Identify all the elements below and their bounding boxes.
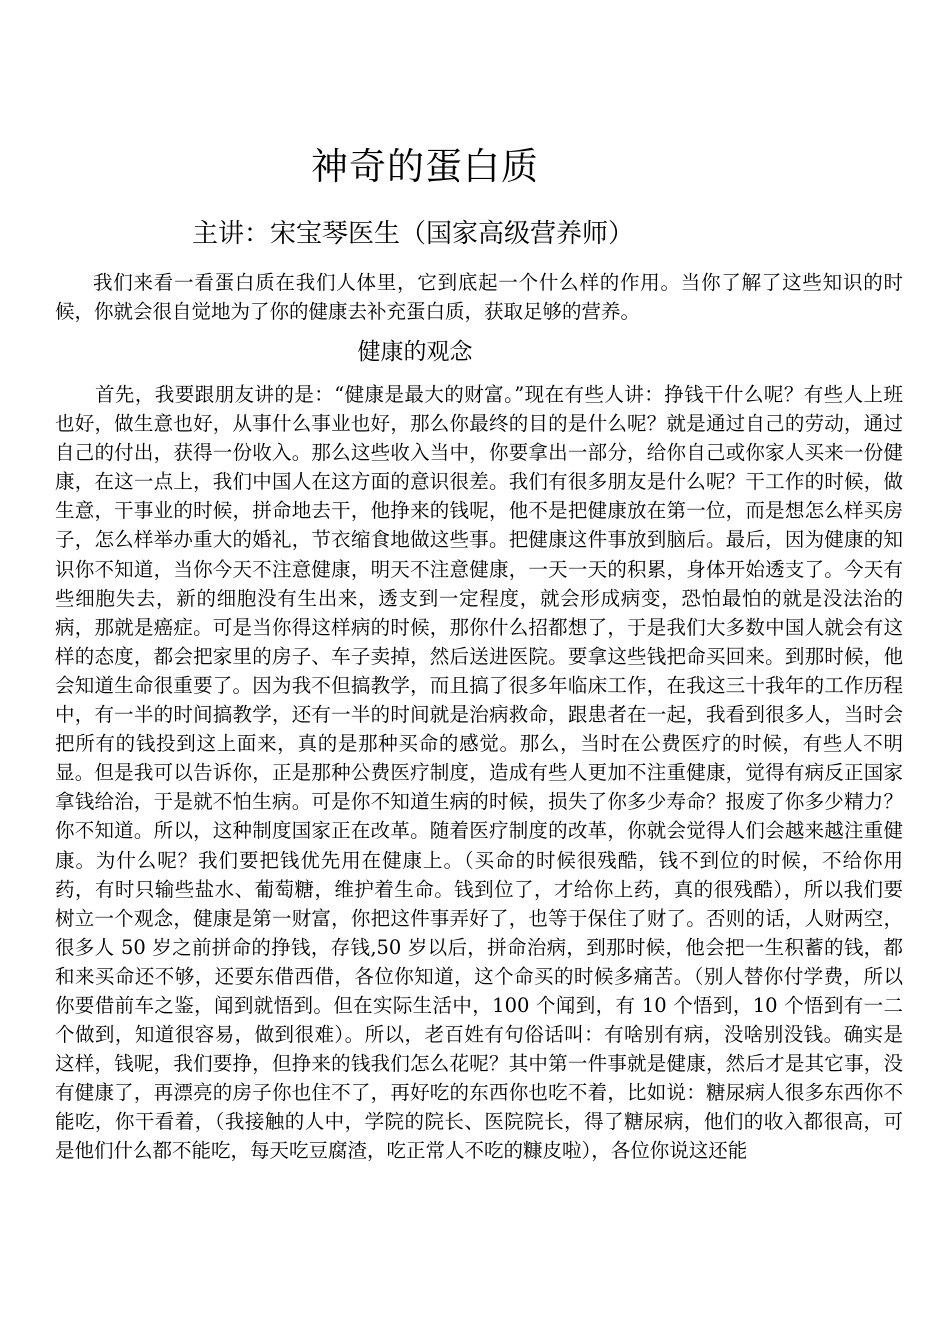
document-subtitle: 主讲：宋宝琴医生（国家高级营养师） — [192, 219, 635, 249]
document-title: 神奇的蛋白质 — [311, 145, 539, 188]
section-heading: 健康的观念 — [357, 339, 473, 365]
body-paragraph: 首先，我要跟朋友讲的是：“健康是最大的财富。”现在有些人讲：挣钱干什么呢？有些人上班也好，做生意也好，从事什么事业也好，那么你最终的目的是什么呢？就是通过自己的劳动，通过自己的付出，获得一份收入。那么这些收入当中，你要拿出一部分，给你自己或你家人买来一份健康，在这一点上，我们中国人在这方面的意识很差。我们有很多朋友是什么呢？干工作的时候，做生意，干事业的时候，拼命地去干，他挣来的钱呢，他不是把健康放在第一位，而是想怎么样买房子，怎么样举办重大的婚礼，节衣缩食地做这些事。把健康这件事放到脑后。最后，因为健康的知识你不知道，当你今天不注意健康，明天不注意健康，一天一天的积累，身体开始透支了。今天有些细胞失去，新的细胞没有生出来，透支到一定程度，就会形成病变，恐怕最怕的就是没法治的病，那就是癌症。可是当你得这样病的时候，那你什么招都想了，于是我们大多数中国人就会有这样的态度，都会把家里的房子、车子卖掉，然后送进医院。要拿这些钱把命买回来。到那时候，他会知道生命很重要了。因为我不但搞教学，而且搞了很多年临床工作，在我这三十我年的工作历程中，有一半的时间搞教学，还有一半的时间就是治病救命，跟患者在一起，我看到很多人，当时会把所有的钱投到这上面来，真的是那种买命的感觉。那么，当时在公费医疗的时候，有些人不明显。但是我可以告诉你，正是那种公费医疗制度，造成有些人更加不注重健康，觉得有病反正国家拿钱给治，于是就不怕生病。可是你不知道生病的时候，损失了你多少寿命？报废了你多少精力？你不知道。所以，这种制度国家正在改革。随着医疗制度的改革，你就会觉得人们会越来越注重健康。为什么呢？我们要把钱优先用在健康上。（买命的时候很残酷，钱不到位的时候，不给你用药，有时只输些盐水、葡萄糖，维护着生命。钱到位了，才给你上药，真的很残酷），所以我们要树立一个观念，健康是第一财富，你把这件事弄好了，也等于保住了财了。否则的话，人财两空，很多人 50 岁之前拼命的挣钱，存钱,50 岁以后，拼命治病，到那时候，他会把一生积蓄的钱，都和来买命还不够，还要东借西借，各位你知道，这个命买的时候多痛苦。（别人替你付学费，所以你要借前车之鉴，闻到就悟到。但在实际生活中，100 个闻到，有 10 个悟到，10 个悟到有一二个做到，知道很容易，做到很难）。所以，老百姓有句俗话叫：有啥别有病，没啥别没钱。确实是这样，钱呢，我们要挣，但挣来的钱我们怎么花呢？其中第一件事就是健康，然后才是其它事，没有健康了，再漂亮的房子你也住不了，再好吃的东西你也吃不着，比如说：糖尿病人很多东西你不能吃，你干看着，（我接触的人中，学院的院长、医院院长，得了糖尿病，他们的收入都很高，可是他们什么都不能吃，每天吃豆腐渣，吃正常人不吃的糠皮啦），各位你说这还能 — [55, 383, 903, 1163]
intro-paragraph: 我们来看一看蛋白质在我们人体里，它到底起一个什么样的作用。当你了解了这些知识的时候，你就会很自觉地为了你的健康去补充蛋白质，获取足够的营养。 — [55, 271, 903, 323]
